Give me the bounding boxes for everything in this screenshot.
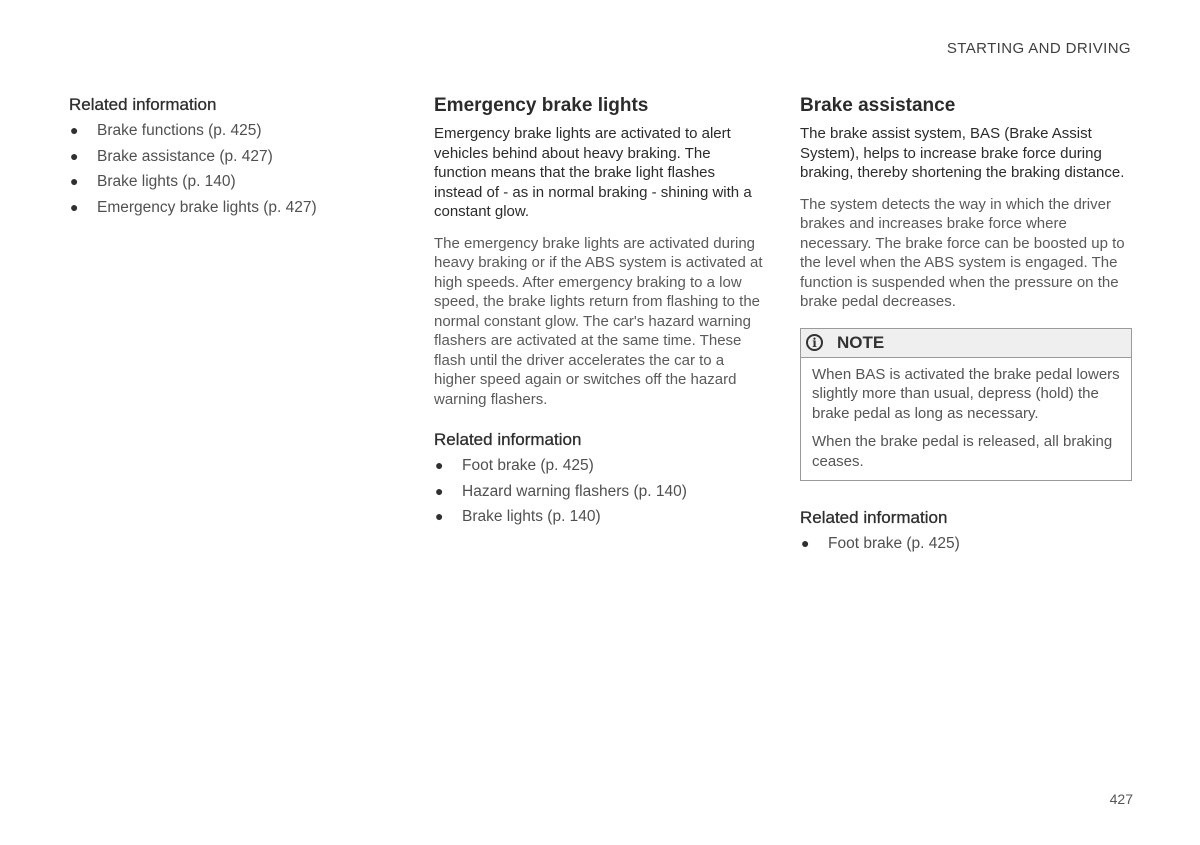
bullet-icon: ●: [70, 173, 79, 189]
lead-paragraph: Emergency brake lights are activated to alert vehicles behind about heavy braking. The function means that the brake light flashes instead of - as in normal braking - shining with a constant glow.: [434, 125, 752, 220]
related-link[interactable]: ● Brake functions (p. 425): [69, 118, 401, 144]
section-title: Brake assistance: [800, 95, 956, 116]
emergency-brake-lights-section: [434, 94, 766, 530]
note-header: [801, 329, 1131, 358]
bullet-icon: ●: [70, 122, 79, 138]
related-information-heading: Related information: [434, 430, 582, 449]
related-information-list: [800, 531, 1132, 557]
section-title: Emergency brake lights: [434, 95, 649, 116]
related-link[interactable]: ● Brake lights (p. 140): [434, 504, 766, 530]
related-link[interactable]: ● Brake assistance (p. 427): [69, 144, 401, 170]
related-information-list: [69, 118, 401, 220]
bullet-icon: ●: [435, 508, 444, 524]
body-paragraph: The emergency brake lights are activated during heavy braking or if the ABS system is activated at high speeds. After emergency braking to a low speed, the brake lights return from flashing to the normal constant glow. The car's hazard warning flashers are activated at the same time. These flash until the driver accelerates the car to a higher speed again or switches off the hazard warning flashers.: [434, 234, 763, 408]
body-paragraph: The system detects the way in which the driver brakes and increases brake force where necessary. The brake force can be boosted up to the level when the ABS system is engaged. The function is suspended when the pressure on the brake pedal decreases.: [800, 195, 1125, 310]
related-column: [69, 94, 401, 220]
note-paragraph: When the brake pedal is released, all braking ceases.: [812, 433, 1113, 470]
related-information-heading: Related information: [69, 95, 217, 114]
note-box: [800, 328, 1132, 482]
related-information-heading: Related information: [800, 508, 948, 527]
note-title: NOTE: [837, 332, 885, 352]
info-icon: i: [806, 334, 823, 351]
note-paragraph: When BAS is activated the brake pedal lowers slightly more than usual, depress (hold) the brake pedal as long as necessary.: [812, 365, 1120, 422]
bullet-icon: ●: [435, 457, 444, 473]
related-link[interactable]: ● Brake lights (p. 140): [69, 169, 401, 195]
page-number: 427: [1109, 791, 1133, 807]
related-link[interactable]: ● Hazard warning flashers (p. 140): [434, 479, 766, 505]
related-link[interactable]: ● Emergency brake lights (p. 427): [69, 195, 401, 221]
bullet-icon: ●: [435, 482, 444, 499]
related-link[interactable]: ● Foot brake (p. 425): [434, 453, 766, 479]
bullet-icon: ●: [70, 147, 79, 164]
note-body: [801, 358, 1131, 472]
bullet-icon: ●: [801, 535, 810, 551]
brake-assistance-section: [800, 94, 1132, 557]
related-information-list: [434, 453, 766, 530]
running-header: STARTING AND DRIVING: [946, 40, 1131, 57]
bullet-icon: ●: [70, 198, 79, 215]
related-link[interactable]: ● Foot brake (p. 425): [800, 531, 1132, 557]
lead-paragraph: The brake assist system, BAS (Brake Assist System), helps to increase brake force during braking, thereby shortening the braking distance.: [800, 125, 1125, 181]
